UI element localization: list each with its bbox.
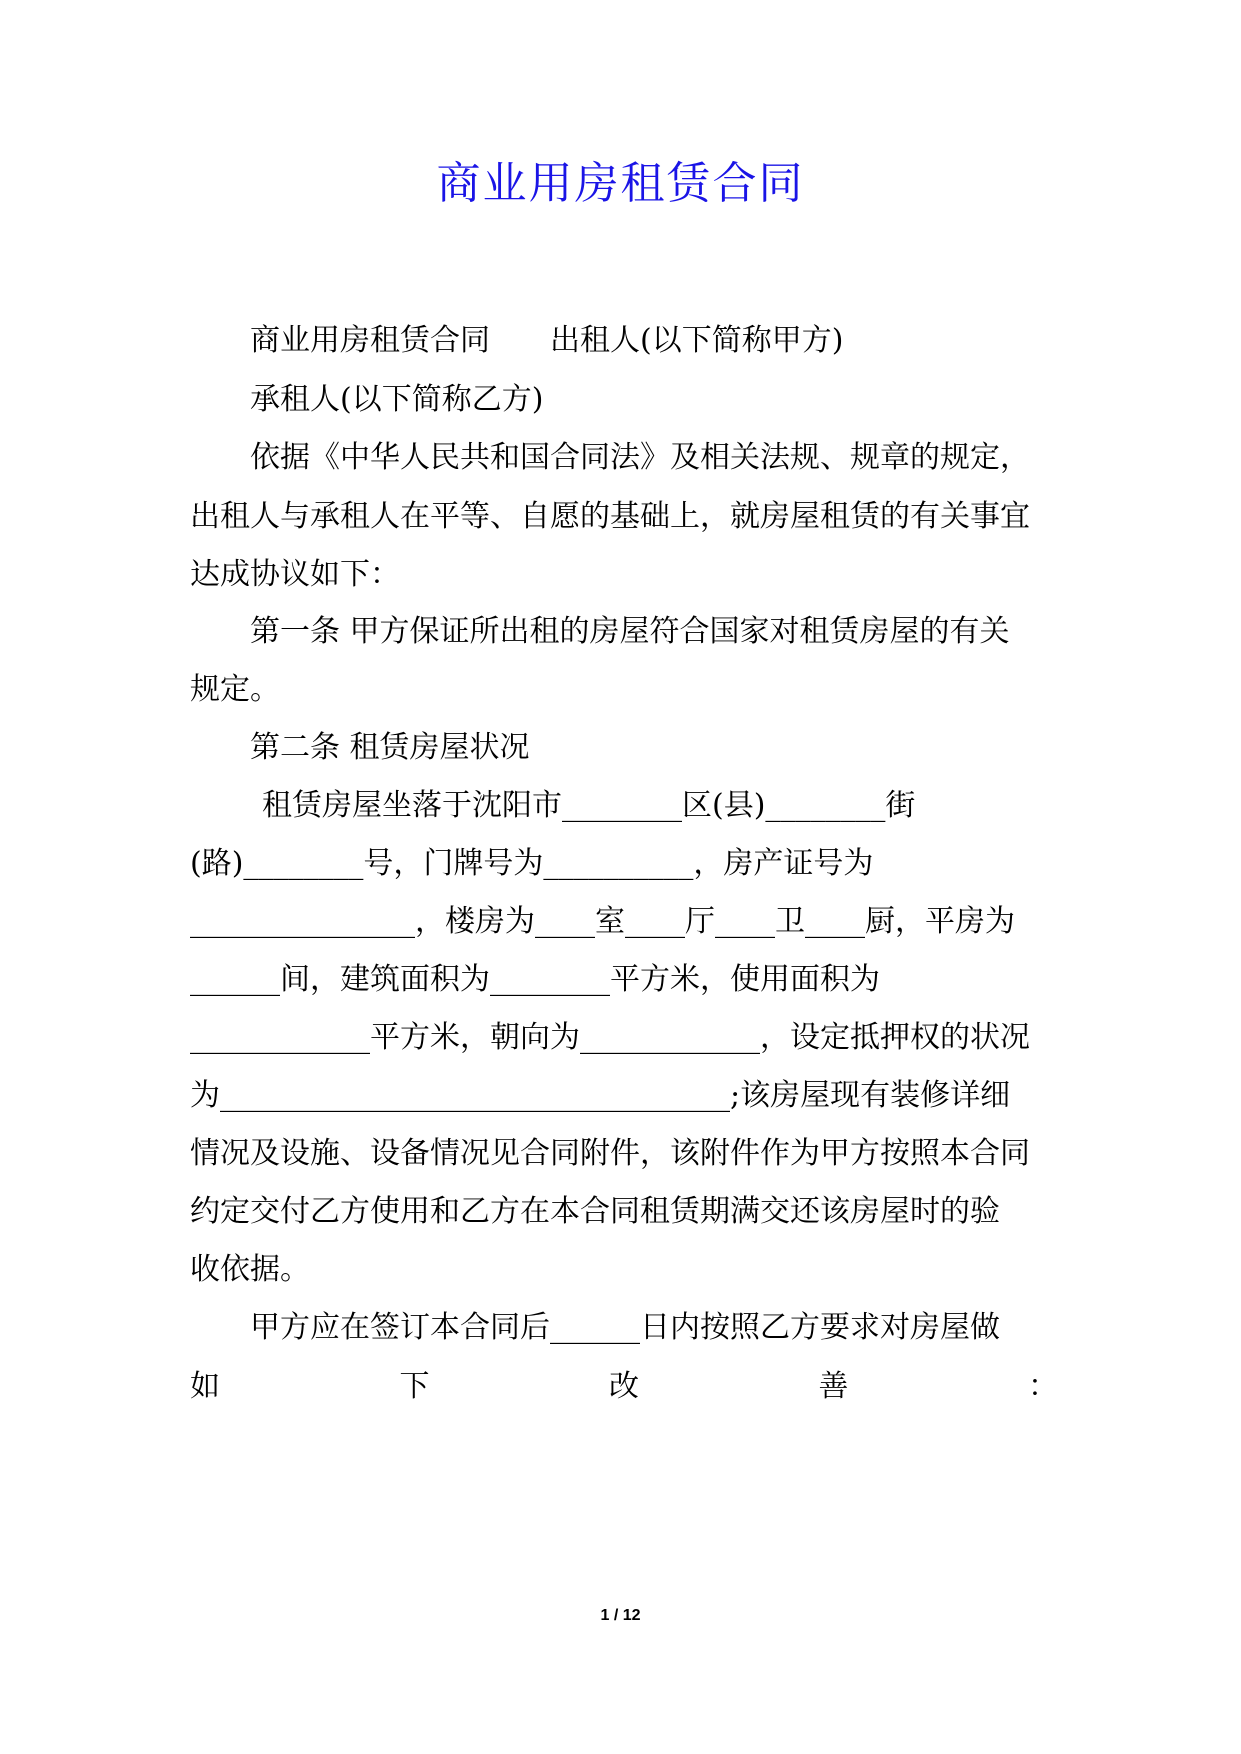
- paragraph-line: 商业用房租赁合同 出租人(以下简称甲方): [250, 323, 844, 358]
- paragraph-line: (路)________号，门牌号为__________，房产证号为: [190, 846, 874, 881]
- justified-char: 如: [190, 1369, 220, 1404]
- justified-char: 善: [818, 1369, 849, 1404]
- justified-char: 下: [399, 1369, 430, 1404]
- paragraph-line: 第二条 租赁房屋状况: [250, 730, 530, 765]
- page-number: 1 / 12: [600, 1607, 641, 1624]
- paragraph-line: 依据《中华人民共和国合同法》及相关法规、规章的规定，: [250, 440, 1030, 475]
- paragraph-line: 承租人(以下简称乙方): [250, 382, 544, 417]
- paragraph-line: _______________，楼房为____室____厅____卫____厨，平房为: [190, 904, 1015, 939]
- justified-char: 改: [609, 1369, 639, 1404]
- paragraph-line: ____________平方米，朝向为____________，设定抵押权的状况: [190, 1020, 1030, 1055]
- paragraph-line: 情况及设施、设备情况见合同附件，该附件作为甲方按照本合同: [190, 1136, 1030, 1171]
- paragraph-line: 达成协议如下：: [190, 557, 400, 592]
- paragraph-line: 为__________________________________;该房屋现有装修详细: [190, 1078, 1011, 1113]
- paragraph-line: 规定。: [190, 672, 280, 707]
- paragraph-line: 出租人与承租人在平等、自愿的基础上，就房屋租赁的有关事宜: [190, 499, 1030, 534]
- justified-char: ：: [1028, 1369, 1058, 1404]
- paragraph-line: ______间，建筑面积为________平方米，使用面积为: [190, 962, 880, 997]
- justified-line: [190, 1367, 1058, 1407]
- paragraph-line: 第一条 甲方保证所出租的房屋符合国家对租赁房屋的有关: [250, 614, 1010, 649]
- paragraph-line: 约定交付乙方使用和乙方在本合同租赁期满交还该房屋时的验: [190, 1194, 1000, 1229]
- paragraph-line: 甲方应在签订本合同后______日内按照乙方要求对房屋做: [250, 1310, 1000, 1345]
- paragraph-line: 租赁房屋坐落于沈阳市________区(县)________街: [262, 788, 916, 823]
- paragraph-line: 收依据。: [190, 1252, 310, 1287]
- document-title: 商业用房租赁合同: [436, 158, 805, 209]
